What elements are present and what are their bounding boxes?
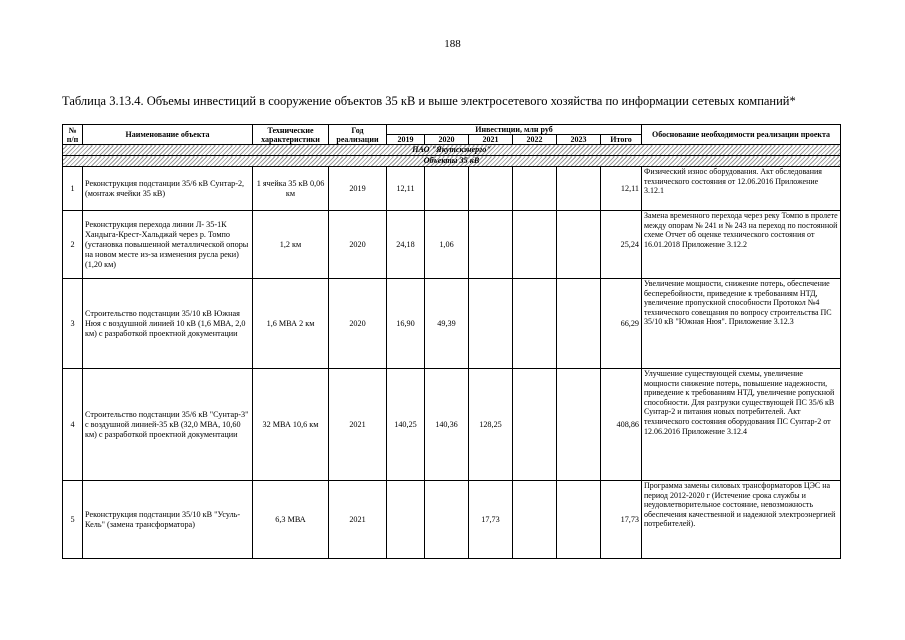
row-value-2022 [513,167,557,211]
row-value-2019: 12,11 [387,167,425,211]
table-row [63,481,841,559]
row-value-2020 [425,481,469,559]
company-label: ПАО "Якутскэнерго" [412,145,491,154]
page-number: 188 [444,38,461,50]
row-no: 4 [63,369,83,481]
row-tech: 1 ячейка 35 кВ 0,06 км [253,167,329,211]
header-year: Год реализации [329,125,387,145]
table-row [63,279,841,369]
investment-table [62,124,841,559]
row-total: 66,29 [601,279,642,369]
row-value-2019 [387,481,425,559]
row-value-2023 [557,481,601,559]
row-value-2023 [557,211,601,279]
row-value-2022 [513,481,557,559]
row-basis: Физический износ оборудования. Акт обследования технического состояния от 12.06.2016 Приложение 3.12.1 [642,167,841,211]
row-no: 1 [63,167,83,211]
row-value-2019: 140,25 [387,369,425,481]
section-label: Объекты 35 кВ [423,156,480,165]
row-tech: 1,6 МВА 2 км [253,279,329,369]
row-value-2023 [557,279,601,369]
row-name: Строительство подстанции 35/10 кВ Южная Нюя с воздушной линией 10 кВ (1,6 МВА, 2,0 км) с разработкой проектной документации [83,279,253,369]
row-tech: 1,2 км [253,211,329,279]
table-caption: Таблица 3.13.4. Объемы инвестиций в сооружение объектов 35 кВ и выше электросетевого хозяйства по информации сетевых компаний* [62,94,796,108]
header-basis: Обоснование необходимости реализации проекта [642,125,841,145]
row-value-2021 [469,211,513,279]
section-row [63,156,841,167]
row-value-2021: 128,25 [469,369,513,481]
row-value-2021: 17,73 [469,481,513,559]
table-row [63,211,841,279]
header-total: Итого [601,135,642,145]
row-value-2023 [557,369,601,481]
row-value-2020: 49,39 [425,279,469,369]
row-tech: 6,3 МВА [253,481,329,559]
row-total: 17,73 [601,481,642,559]
row-value-2022 [513,211,557,279]
row-value-2019: 16,90 [387,279,425,369]
table-row [63,369,841,481]
header-no: № п/п [63,125,83,145]
row-name: Реконструкция перехода линии Л- 35-1К Хандыга-Крест-Хальджай через р. Томпо (установка повышенной металлической опоры на новом месте из-за изменения русла реки) (1,20 км) [83,211,253,279]
row-value-2020: 140,36 [425,369,469,481]
row-value-2020: 1,06 [425,211,469,279]
row-year: 2019 [329,167,387,211]
row-value-2022 [513,279,557,369]
row-year: 2021 [329,481,387,559]
row-total: 12,11 [601,167,642,211]
row-basis: Программа замены силовых трансформаторов ЦЭС на период 2012-2020 г (Истечение срока службы и неудовлетворительное состояние, невозможность обеспечения качественной и надежной электроэнергией потребителей). [642,481,841,559]
row-no: 3 [63,279,83,369]
row-no: 5 [63,481,83,559]
header-tech: Технические характеристики [253,125,329,145]
row-value-2022 [513,369,557,481]
row-tech: 32 МВА 10,6 км [253,369,329,481]
header-year-2021: 2021 [469,135,513,145]
header-year-2020: 2020 [425,135,469,145]
header-year-2023: 2023 [557,135,601,145]
row-basis: Увеличение мощности, снижение потерь, обеспечение бесперебойности, приведение к требованиям НТД, увеличение пропускной способности Протокол №4 технического совещания по вопросу строительства ПС 35/10 кВ "Южная Нюя". Приложение 3.12.3 [642,279,841,369]
row-value-2020 [425,167,469,211]
header-year-2019: 2019 [387,135,425,145]
row-name: Реконструкция подстанции 35/6 кВ Сунтар-2, (монтаж ячейки 35 кВ) [83,167,253,211]
row-year: 2020 [329,279,387,369]
row-basis: Улучшение существующей схемы, увеличение мощности снижение потерь, повышение надежности, приведение к требованиям НТД, увеличение ропускной способности. Для разгрузки существующей ПС 35/6 кВ Сунтар-2 и питания новых потребителей. Акт технического состояния оборудования ПС Сунтар-2 от 12.06.2016 Приложение 3.12.4 [642,369,841,481]
row-value-2021 [469,279,513,369]
row-basis: Замена временного перехода через реку Томпо в пролете между опорам № 241 и № 243 на переход по постоянной схеме Отчет об оценке технического состояния от 16.01.2018 Приложение 3.12.2 [642,211,841,279]
row-year: 2021 [329,369,387,481]
company-row [63,145,841,156]
row-name: Строительство подстанции 35/6 кВ "Сунтар-3" с воздушной линией-35 кВ (32,0 МВА, 10,60 км) с разработкой проектной документации [83,369,253,481]
row-value-2021 [469,167,513,211]
row-no: 2 [63,211,83,279]
header-name: Наименование объекта [83,125,253,145]
row-name: Реконструкция подстанции 35/10 кВ "Усуль-Кель" (замена трансформатора) [83,481,253,559]
row-total: 408,86 [601,369,642,481]
row-value-2023 [557,167,601,211]
row-value-2019: 24,18 [387,211,425,279]
row-year: 2020 [329,211,387,279]
table-row [63,167,841,211]
row-total: 25,24 [601,211,642,279]
header-investments: Инвестиции, млн руб [387,125,642,135]
header-year-2022: 2022 [513,135,557,145]
